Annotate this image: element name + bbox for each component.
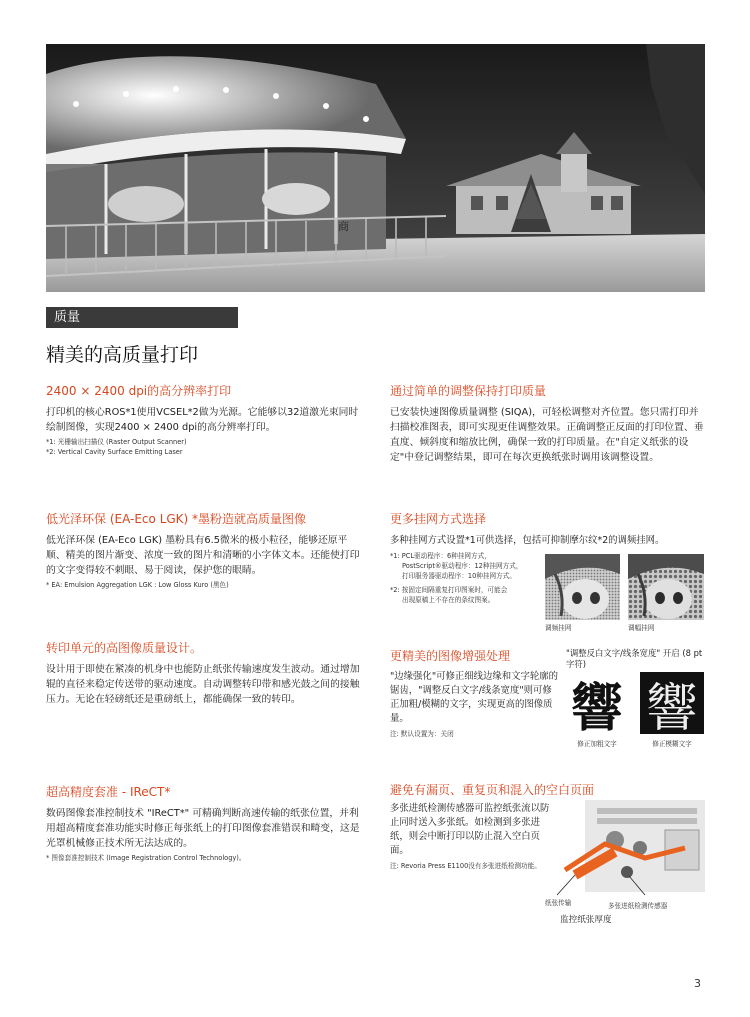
heading-irect: 超高精度套准 - IReCT* [46,785,171,799]
page-title: 精美的高质量打印 [46,344,199,366]
anime-face-fm-image [545,554,620,620]
caption-fm: 调频挂网 [545,624,572,632]
note-screen-1: *1: PCL驱动程序：6种挂网方式， [390,552,491,560]
note-resolution-2: *2: Vertical Cavity Surface Emitting Laser [46,448,183,456]
section-tag: 质量 [46,307,238,328]
paper-feed-illustration [545,800,705,910]
caption-monitor-thickness: 监控纸张厚度 [560,915,612,925]
body-screen: 多种挂网方式设置*1可供选择，包括可抑制摩尔纹*2的调频挂网。 [390,535,665,546]
edge-side-text: "调整反白文字/线条宽度" 开启 (8 pt字符) [566,648,703,669]
label-sensor: 多张进纸检测传感器 [608,902,668,910]
glyph-bold: 響 [570,677,623,739]
screen-sample-fm [545,554,620,620]
block-transfer [46,640,364,707]
caption-blur: 修正模糊文字 [652,740,692,748]
caption-am: 调幅挂网 [628,624,655,632]
body-toner: 低光泽环保 (EA-Eco LGK) 墨粉具有6.5微米的极小粒径，能够还原平顺、精美的图片渐变、浓度一致的图片和清晰的小字体文本。还能使打印的文字变得较不刺眼、易于阅读，保护您的眼睛。 [46,535,360,576]
hero-photo-carousel [46,44,705,292]
heading-edge: 更精美的图像增强处理 [390,649,511,663]
block-resolution [46,383,364,457]
body-edge: "边缘强化"可修正细线边缘和文字轮廓的锯齿，"调整反白文字/线条宽度"则可修正加粗/模糊的文字，实现更高的图像质量。 [390,671,559,724]
screen-notes [390,551,540,605]
page-number: 3 [694,977,701,990]
note-resolution-1: *1: 光栅输出扫描仪 (Raster Output Scanner) [46,438,187,446]
block-edge [390,648,560,739]
body-transfer: 设计用于即使在紧凑的机身中也能防止纸张传输速度发生波动。通过增加辊的直径来稳定传送带的驱动速度。自动调整转印带和感光鼓之间的接触压力。无论在轻磅纸还是重磅纸上，都能确保一致的转印。 [46,664,360,705]
heading-screen: 更多挂网方式选择 [390,512,487,526]
body-multifeed: 多张进纸检测传感器可监控纸张流以防止同时送入多张纸。如检测到多张进纸，则会中断打印以防止混入空白页面。 [390,803,550,856]
body-siqa: 已安装快速图像质量调整 (SIQA)，可轻松调整对齐位置。您只需打印并扫描校准图表，即可实现更佳调整效果。正确调整正反面的打印位置、垂直度、倾斜度和缩放比例，确保一致的打印质量。在"自定义纸张的设定"中登记调整结果，即可在每次更换纸张时调用该调整设置。 [390,407,704,463]
note-screen-5: 出现原稿上不存在的条纹图案。 [402,596,495,604]
note-screen-4: *2: 按固定间隔重复打印图案时，可能会 [390,586,508,594]
body-resolution: 打印机的核心ROS*1使用VCSEL*2做为光源。它能够以32道激光束同时绘制图像，实现2400 × 2400 dpi的高分辨率打印。 [46,407,359,433]
heading-multifeed: 避免有漏页、重复页和混入的空白页面 [390,783,595,797]
note-screen-2: PostScript®驱动程序：12种挂网方式， [402,562,523,570]
heading-siqa: 通过简单的调整保持打印质量 [390,384,547,398]
multifeed-diagram [545,800,705,910]
heading-toner: 低光泽环保 (EA-Eco LGK) *墨粉造就高质量图像 [46,512,307,526]
carousel-illustration [46,44,705,292]
glyph-reverse-sample [640,672,704,739]
glyph-reverse: 響 [645,678,698,739]
hero-sign-text: 商 [338,220,349,233]
anime-face-am-image [628,554,704,620]
block-toner [46,511,364,590]
note-screen-3: 打印服务器驱动程序：10种挂网方式。 [402,572,516,580]
note-irect-1: * 图像套准控制技术 (Image Registration Control Technology)。 [46,854,246,862]
screen-sample-am [628,554,704,620]
glyph-bold-sample [566,672,628,739]
heading-resolution: 2400 × 2400 dpi的高分辨率打印 [46,384,232,398]
note-edge-1: 注: 默认设置为：关闭 [390,730,454,738]
note-toner-1: * EA: Emulsion Aggregation LGK : Low Gloss Kuro (黑色) [46,581,229,589]
block-siqa [390,383,708,465]
body-irect: 数码图像套准控制技术 "IReCT*" 可精确判断高速传输的纸张位置，并利用超高精度套准功能实时修正每张纸上的打印图像套准错误和畸变，这是光罩机械修正技术所无法达成的。 [46,808,360,849]
block-irect [46,784,364,863]
note-multifeed-1: 注: Revoria Press E1100没有多张进纸检测功能。 [390,862,541,870]
label-paper-feed: 纸张传输 [545,899,572,907]
block-screen [390,511,708,548]
heading-transfer: 转印单元的高图像质量设计。 [46,641,203,655]
caption-bold: 修正加粗文字 [577,740,617,748]
block-multifeed [390,802,550,871]
